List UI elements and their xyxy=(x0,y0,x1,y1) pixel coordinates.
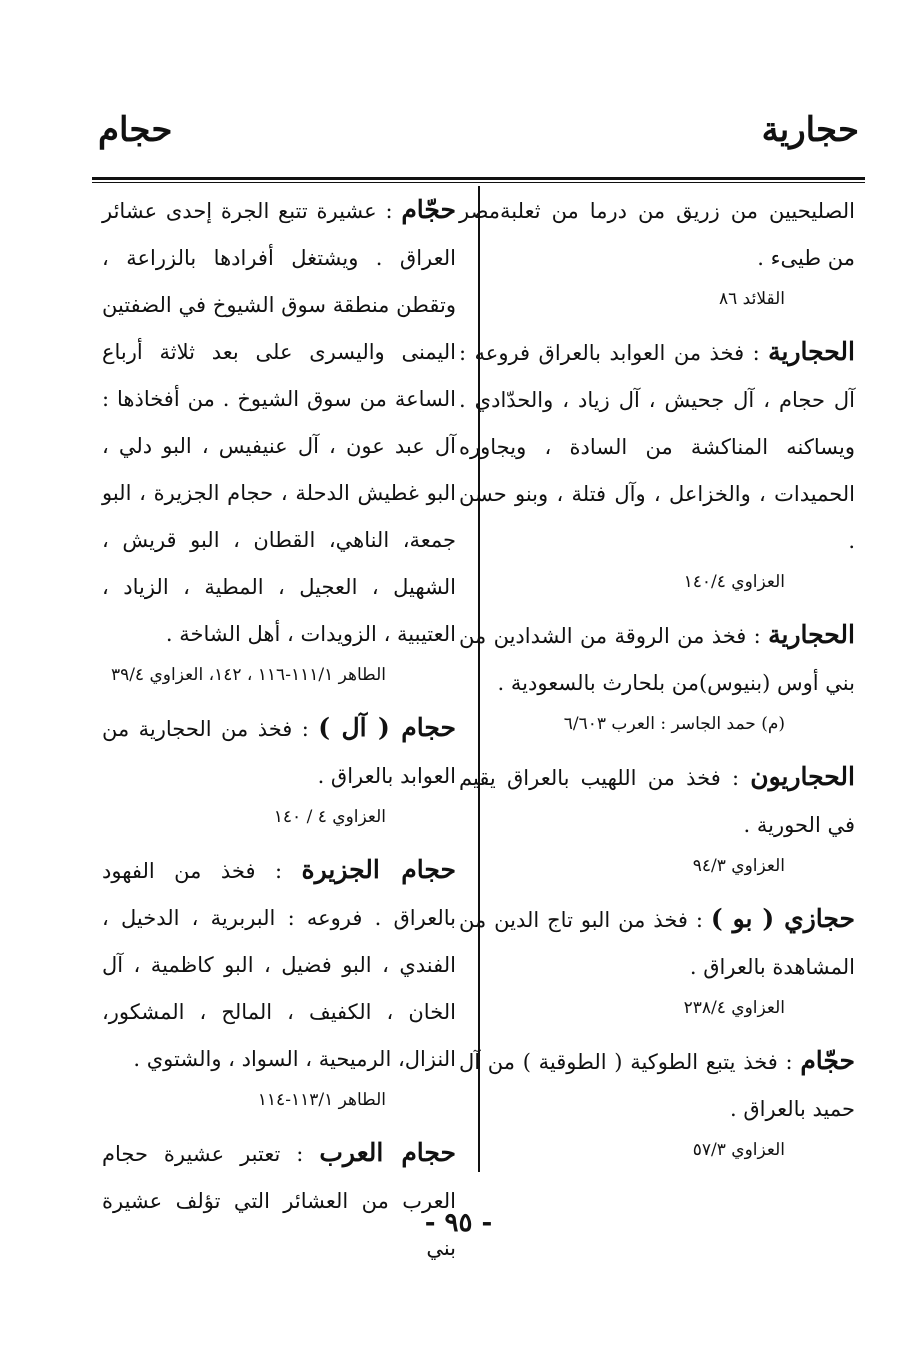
entry-head: حجّام xyxy=(800,1046,855,1075)
entry-r3 xyxy=(459,753,855,881)
entry-text: : فخذ من الروقة من الشدادين من بني أوس (بنيوس)من بلحارث بالسعودية . xyxy=(459,624,855,695)
entry-text: : تعتبر عشيرة حجام العرب من العشائر التي تؤلف عشيرة بني xyxy=(102,1142,456,1260)
entry-source: العزاوي ٩٤/٣ xyxy=(692,856,785,876)
entry-text: : فخذ يتبع الطوكية ( الطوقية ) من آل حميد بالعراق . xyxy=(459,1050,855,1121)
entry-source: (م) حمد الجاسر : العرب ٦/٦٠٣ xyxy=(563,714,785,734)
entry-text: : فخذ من الحجارية من العوابد بالعراق . xyxy=(102,717,456,788)
entry-r0 xyxy=(459,186,855,314)
entry-l3 xyxy=(102,1129,456,1272)
entry-l1 xyxy=(102,704,456,832)
page-number: - ٩٥ - xyxy=(424,1208,493,1238)
entry-r1 xyxy=(459,328,855,597)
entry-head: حجام العرب xyxy=(319,1138,457,1167)
running-header-left: حجام xyxy=(98,110,173,150)
entry-text: : عشيرة تتبع الجرة إحدى عشائر العراق . ويشتغل أفرادها بالزراعة ، وتقطن منطقة سوق الشيوخ في الضفتين اليمنى واليسرى على بعد ثلاثة أرباع الساعة من سوق الشيوخ . من أفخاذها : آل عبد عون ، آل عنيفيس ، البو دلي ، البو غطيش الدحلة ، حجام الجزيرة ، البو جمعة، الناهي، القطان ، البو قريش ، الشهيل ، العجيل ، المطية ، الزياد ، العتيبية ، الزويدات ، أهل الشاخة . xyxy=(102,199,456,646)
entry-source: العزاوي ٢٣٨/٤ xyxy=(683,998,785,1018)
entry-head: الحجارية xyxy=(768,337,855,366)
entry-r5 xyxy=(459,1037,855,1165)
entry-r4 xyxy=(459,895,855,1023)
entry-head: الحجارية xyxy=(768,620,855,649)
entry-text: : فخذ من البو تاج الدين من المشاهدة بالعراق . xyxy=(459,908,855,979)
header-rule-thin xyxy=(92,182,865,183)
entry-r2 xyxy=(459,611,855,739)
entry-head: حجّام xyxy=(401,195,456,224)
entry-text: : فخذ من العوابد بالعراق فروعه : آل حجام ، آل جحيش ، آل زياد ، والحدّادي . ويساكنه المناكشة من السادة ، ويجاوره الحميدات ، والخزاعل ، وآل فتلة ، وبنو حسن . xyxy=(459,341,855,553)
entry-text: : فخذ من اللهيب بالعراق يقيم في الحورية . xyxy=(459,766,855,837)
entry-head: حجام ( آل ) xyxy=(318,713,456,742)
header-rule xyxy=(92,177,865,180)
entry-head: حجازي ( بو ) xyxy=(710,904,855,933)
entry-source: العزاوي ٤ / ١٤٠ xyxy=(273,807,386,827)
left-column xyxy=(102,186,456,1272)
entry-source: الطاهر ١١١/١-١١٦ ، ١٤٢، العزاوي ٣٩/٤ xyxy=(110,665,386,685)
entry-text: : فخذ من الفهود بالعراق . فروعه : البربرية ، الدخيل ، الفندي ، البو فضيل ، البو كاظمية ، آل الخان ، الكفيف ، المالح ، المشكور، النزال، الرميحية ، السواد ، والشتوي . xyxy=(102,859,456,1071)
right-column xyxy=(459,186,855,1179)
entry-head: الحجاريون xyxy=(750,762,855,791)
entry-source: العزاوي ١٤٠/٤ xyxy=(683,572,785,592)
entry-l0 xyxy=(102,186,456,690)
entry-source: العزاوي ٥٧/٣ xyxy=(692,1140,785,1160)
entry-source: القلائد ٨٦ xyxy=(719,289,785,309)
entry-source: الطاهر ١١٣/١-١١٤ xyxy=(257,1090,386,1110)
entry-text: الصليحيين من زريق من درما من ثعلبةمصر من طيىء . xyxy=(459,199,855,270)
entry-head: حجام الجزيرة xyxy=(301,855,456,884)
running-header-right: حجارية xyxy=(761,110,859,150)
entry-l2 xyxy=(102,846,456,1115)
